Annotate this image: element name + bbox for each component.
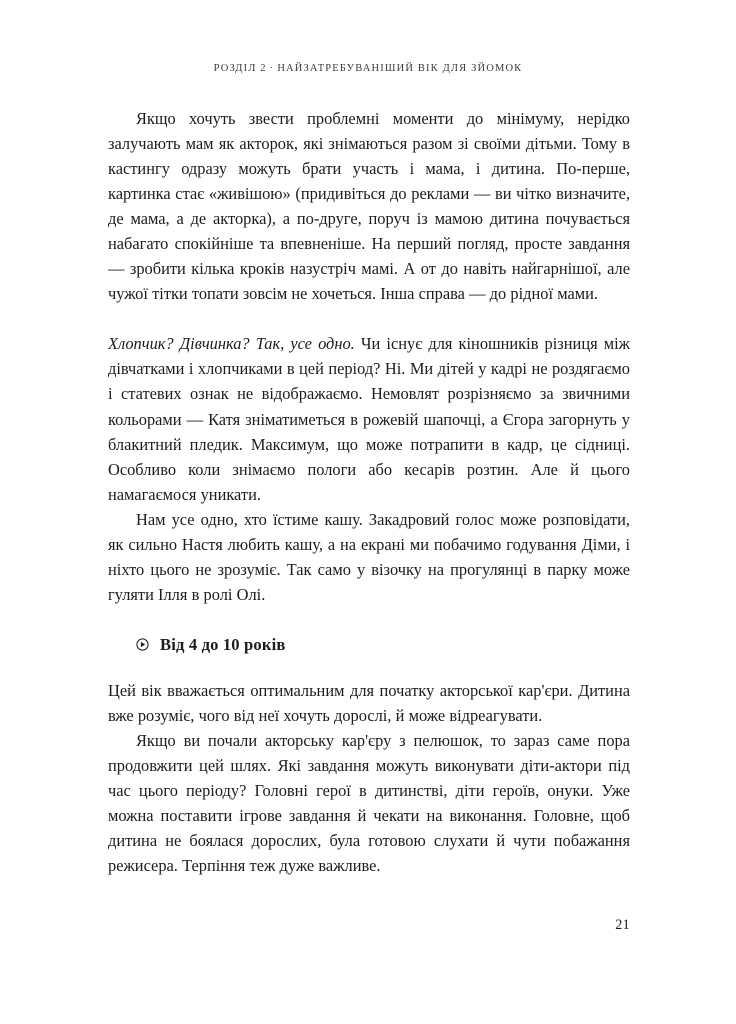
paragraph-1: Якщо хочуть звести проблемні моменти до мінімуму, нерідко залучають мам як акторок, які знімаються разом зі своїми дітьми. Тому в кастингу одразу можуть брати участь і мама, і дитина. По-перше, картинка стає «живішою» (придивіться до реклами — ви чітко визначите, де мама, а де акторка), а по-друге, поруч із мамою дитина почувається набагато спокійніше та впевненіше. На перший погляд, просте завдання — зробити кілька кроків назустріч мамі. А от до навіть найгарнішої, але чужої тітки топати зовсім не хочеться. Інша справа — до рідної мами. [108, 109, 630, 304]
paragraph-2-rest: Чи існує для кіношників різниця між дівчатками і хлопчиками в цей період? Ні. Ми дітей у кадрі не роздягаємо і статевих ознак не відображаємо. Немовлят розрізняємо за звичними кольорами — Катя зніматиметься в рожевій шапочці, а Єгора загорнуть у блакитний пледик. Максимум, що може потрапити в кадр, це сідниці. Особливо коли знімаємо пологи або кесарів розтин. Але й цього намагаємося уникати. [108, 334, 630, 504]
paragraph-4: Цей вік вважається оптимальним для початку акторської кар'єри. Дитина вже розуміє, чого від неї хочуть дорослі, й може відреагувати. [108, 680, 630, 725]
subheading [108, 632, 630, 657]
circled-play-icon [136, 638, 149, 651]
italic-lead-in: Хлопчик? Дівчинка? Так, усе одно. [108, 334, 355, 354]
running-head-separator: · [269, 63, 275, 74]
subheading-label: Від 4 до 10 років [160, 634, 286, 654]
page-number: 21 [615, 917, 630, 933]
paragraph-2 [108, 331, 630, 506]
paragraph-5: Якщо ви почали акторську кар'єру з пелюшок, то зараз саме пора продовжити цей шлях. Які завдання можуть виконувати діти-актори під час цього періоду? Головні герої в дитинстві, діти героїв, онуки. Уже можна поставити ігрове завдання й чекати на виконання. Головне, щоб дитина не боялася дорослих, була готовою слухати й чути побажання режисера. Терпіння теж дуже важливе. [108, 730, 630, 876]
text-block [108, 106, 630, 878]
running-head-chapter: РОЗДІЛ 2 [213, 63, 267, 74]
running-head [0, 63, 736, 74]
paragraph-3: Нам усе одно, хто їстиме кашу. Закадровий голос може розповідати, як сильно Настя любить кашу, а на екрані ми побачимо годування Діми, і ніхто цього не зрозуміє. Так само у візочку на прогулянці в парку може гуляти Ілля в ролі Олі. [108, 509, 630, 604]
running-head-title: НАЙЗАТРЕБУВАНІШИЙ ВІК ДЛЯ ЗЙОМОК [277, 63, 523, 74]
